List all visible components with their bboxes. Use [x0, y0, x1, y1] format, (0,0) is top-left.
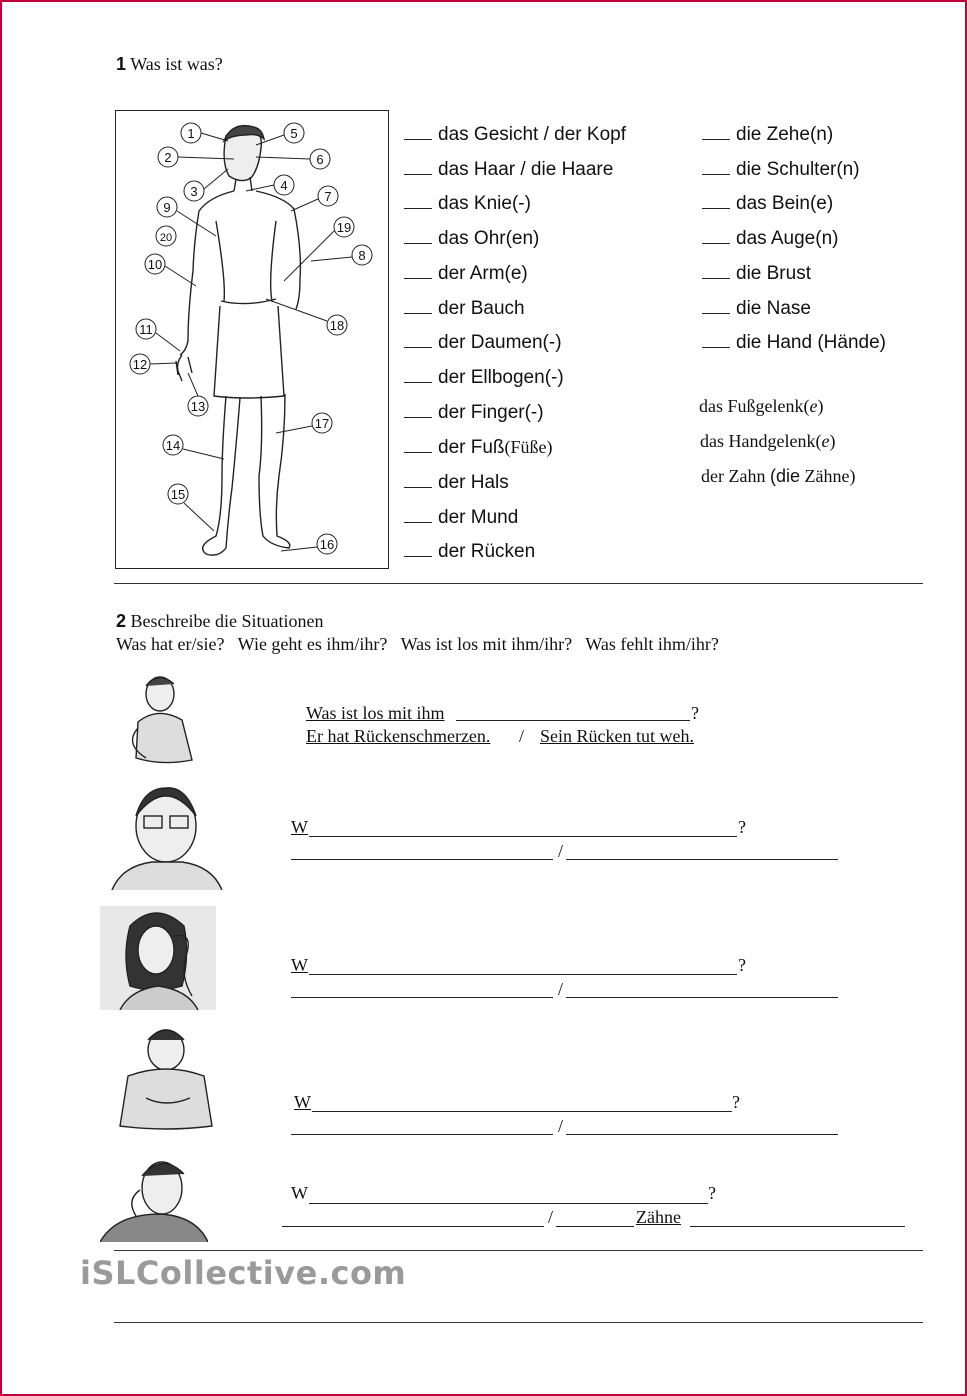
label-10	[145, 254, 196, 286]
label-2	[158, 147, 234, 167]
svg-text:2: 2	[164, 150, 172, 165]
answer-line[interactable]	[566, 1134, 838, 1135]
answer-blank[interactable]	[404, 123, 432, 140]
example-question: Was ist los mit ihm	[306, 703, 445, 723]
w-prompt: W	[291, 955, 308, 975]
answer-line[interactable]	[556, 1226, 634, 1227]
answer-line[interactable]	[282, 1226, 544, 1227]
answer-line[interactable]	[291, 997, 553, 998]
answer-slash: /	[548, 1207, 554, 1227]
vocab-column-1	[404, 118, 626, 570]
vocab-item: das Auge(n)	[702, 222, 886, 257]
svg-text:17: 17	[314, 416, 330, 431]
example-answer-2: Sein Rücken tut weh.	[540, 726, 694, 746]
answer-blank[interactable]	[404, 297, 432, 314]
question-line[interactable]	[309, 1203, 708, 1204]
example-slash: /	[519, 726, 525, 746]
w-prompt: W	[294, 1092, 311, 1112]
section2-title: Beschreibe die Situationen	[130, 611, 324, 631]
label-14	[163, 435, 224, 459]
question-mark: ?	[708, 1183, 716, 1203]
answer-slash: /	[558, 1116, 564, 1136]
answer-blank[interactable]	[404, 331, 432, 348]
person-backache-image	[108, 672, 210, 772]
vocab-item: das Haar / die Haare	[404, 153, 626, 188]
svg-text:3: 3	[190, 184, 198, 199]
svg-text:12: 12	[132, 357, 148, 372]
section2-questions: Was hat er/sie? Wie geht es ihm/ihr? Was ist los mit ihm/ihr? Was fehlt ihm/ihr?	[116, 634, 719, 654]
question-mark: ?	[738, 817, 746, 837]
answer-slash: /	[558, 979, 564, 999]
vocab-item: der Bauch	[404, 292, 626, 327]
section2-number: 2	[116, 611, 127, 631]
vocab-item: die Schulter(n)	[702, 153, 886, 188]
svg-text:5: 5	[290, 126, 298, 141]
label-15	[168, 484, 214, 531]
question-line[interactable]	[312, 1111, 732, 1112]
extra-fussgelenk: das Fußgelenk(e)	[699, 396, 824, 416]
vocab-item: die Zehe(n)	[702, 118, 886, 153]
vocab-item: die Nase	[702, 292, 886, 327]
vocab-item: das Gesicht / der Kopf	[404, 118, 626, 153]
body-figure-drawing	[116, 111, 388, 568]
answer-blank[interactable]	[404, 401, 432, 418]
answer-blank[interactable]	[404, 471, 432, 488]
zaehne-hint: Zähne	[636, 1207, 681, 1227]
extra-handgelenk: das Handgelenk(e)	[700, 431, 836, 451]
vocab-item: der Hals	[404, 466, 626, 501]
svg-text:20: 20	[159, 232, 173, 244]
svg-text:16: 16	[319, 537, 335, 552]
svg-text:1: 1	[187, 126, 195, 141]
svg-text:13: 13	[190, 399, 206, 414]
vocab-item: der Daumen(-)	[404, 326, 626, 361]
vocab-item: der Ellbogen(-)	[404, 361, 626, 396]
svg-text:8: 8	[358, 248, 366, 263]
label-19	[284, 217, 354, 281]
svg-text:19: 19	[336, 220, 352, 235]
label-3	[184, 169, 228, 201]
person-headache-image	[100, 906, 216, 1010]
answer-line[interactable]	[566, 859, 838, 860]
answer-blank[interactable]	[404, 227, 432, 244]
answer-blank[interactable]	[404, 436, 432, 453]
person-stomachache-image	[108, 1026, 224, 1130]
section1-title: Was ist was?	[130, 54, 223, 74]
answer-line[interactable]	[291, 1134, 553, 1135]
label-8	[311, 245, 372, 265]
answer-blank[interactable]	[404, 506, 432, 523]
person-sorethroat-image	[108, 786, 224, 890]
body-figure	[115, 110, 389, 569]
vocab-column-2	[702, 118, 886, 361]
bottom-line	[114, 1322, 923, 1323]
w-prompt: W	[291, 817, 308, 837]
footer-divider	[114, 1250, 923, 1251]
svg-text:11: 11	[139, 322, 153, 337]
question-mark: ?	[732, 1092, 740, 1112]
question-mark: ?	[738, 955, 746, 975]
vocab-item: die Hand (Hände)	[702, 326, 886, 361]
svg-text:14: 14	[165, 438, 181, 453]
example-answer-1: Er hat Rückenschmerzen.	[306, 726, 491, 746]
section1-number: 1	[116, 54, 127, 74]
answer-blank[interactable]	[404, 192, 432, 209]
vocab-item: der Mund	[404, 501, 626, 536]
svg-text:18: 18	[329, 318, 345, 333]
answer-blank[interactable]	[702, 158, 730, 175]
label-7	[291, 186, 338, 211]
svg-text:10: 10	[147, 257, 163, 272]
question-line[interactable]	[309, 836, 737, 837]
answer-blank[interactable]	[702, 331, 730, 348]
answer-blank[interactable]	[702, 297, 730, 314]
answer-blank[interactable]	[702, 123, 730, 140]
section2-heading	[116, 611, 323, 632]
svg-text:7: 7	[324, 189, 332, 204]
label-12	[130, 354, 176, 374]
label-6	[256, 149, 330, 169]
question-line[interactable]	[309, 974, 737, 975]
vocab-item: der Rücken	[404, 535, 626, 570]
section1-heading	[116, 54, 223, 75]
label-11	[136, 319, 180, 351]
answer-blank[interactable]	[702, 192, 730, 209]
answer-blank[interactable]	[404, 262, 432, 279]
answer-blank[interactable]	[404, 366, 432, 383]
vocab-item: der Fuß(Füße)	[404, 430, 626, 466]
vocab-item: das Bein(e)	[702, 187, 886, 222]
answer-line[interactable]	[690, 1226, 905, 1227]
answer-blank[interactable]	[702, 227, 730, 244]
label-1	[181, 123, 228, 143]
label-20	[156, 226, 176, 246]
site-logo: iSLCollective.com	[80, 1254, 407, 1292]
example-question-line	[456, 720, 690, 721]
vocab-item: die Brust	[702, 257, 886, 292]
answer-blank[interactable]	[404, 158, 432, 175]
section-divider	[114, 583, 923, 584]
vocab-item: der Arm(e)	[404, 257, 626, 292]
svg-text:4: 4	[280, 178, 288, 193]
label-5	[256, 123, 304, 145]
svg-text:6: 6	[316, 152, 324, 167]
example-question-mark: ?	[691, 703, 699, 723]
svg-text:9: 9	[163, 200, 171, 215]
answer-blank[interactable]	[702, 262, 730, 279]
w-prompt: W	[291, 1183, 308, 1203]
person-toothache-image	[100, 1156, 208, 1242]
vocab-item: das Knie(-)	[404, 187, 626, 222]
label-4	[246, 175, 294, 195]
label-13	[188, 373, 208, 416]
extra-zahn: der Zahn (die Zähne)	[701, 466, 856, 486]
vocab-item: das Ohr(en)	[404, 222, 626, 257]
svg-text:15: 15	[170, 487, 186, 502]
answer-line[interactable]	[291, 859, 553, 860]
answer-blank[interactable]	[404, 540, 432, 557]
answer-slash: /	[558, 841, 564, 861]
answer-line[interactable]	[566, 997, 838, 998]
vocab-item: der Finger(-)	[404, 396, 626, 431]
